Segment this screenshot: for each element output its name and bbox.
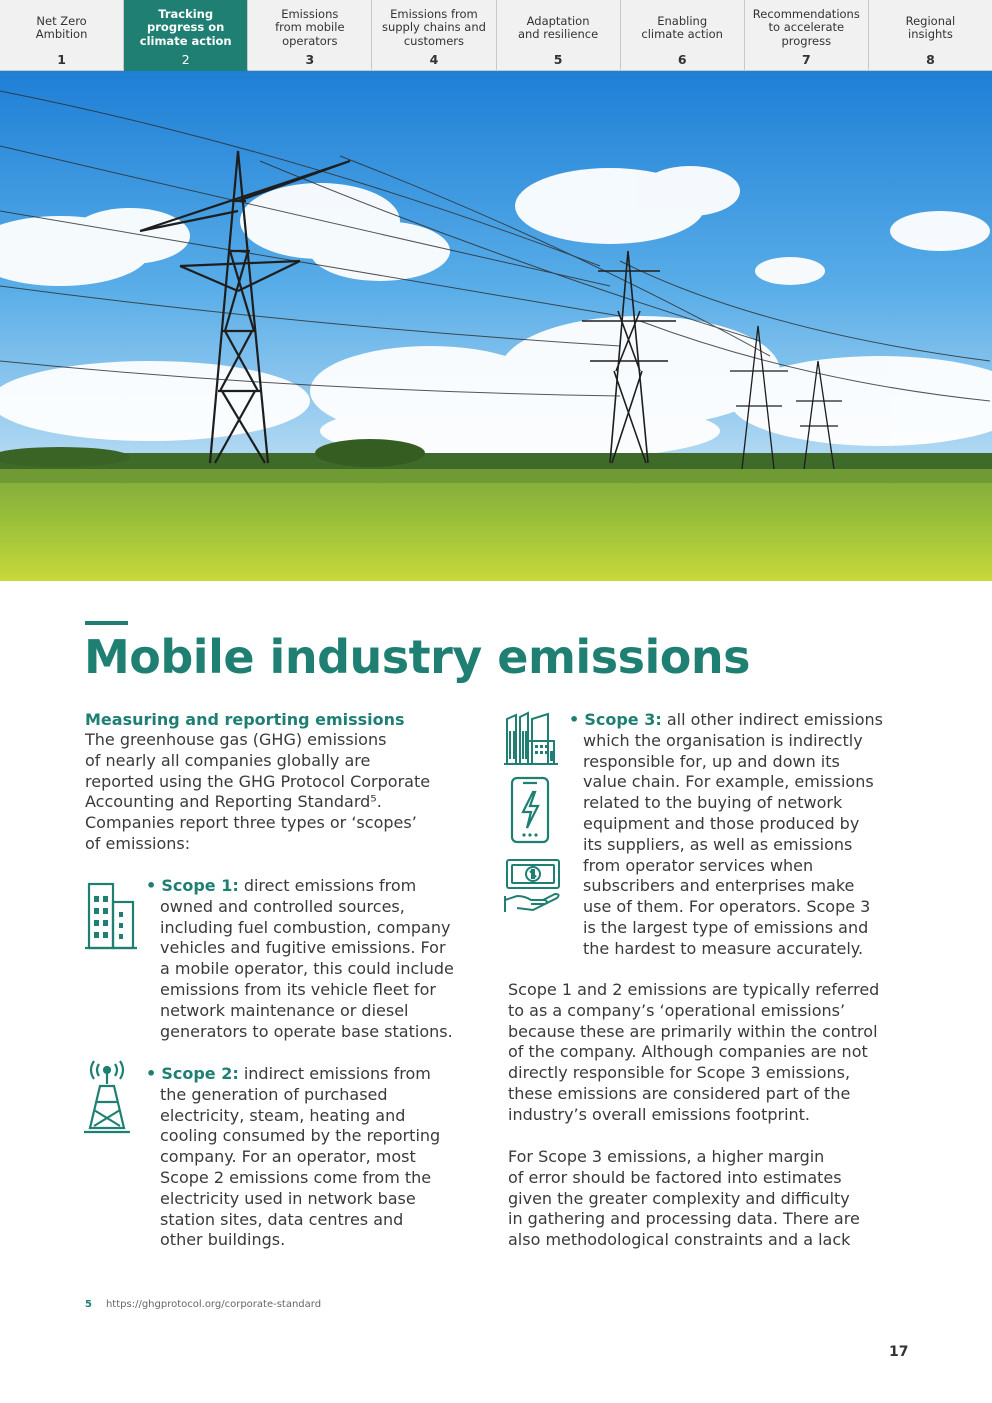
bullet: • xyxy=(146,876,157,895)
section-subheading: Measuring and reporting emissions xyxy=(85,710,405,729)
operational-emissions-paragraph: Scope 1 and 2 emissions are typically referred to as a company’s ‘operational emissions’ because these are primarily within the control of the company. Although companies are not directly responsible for Scope 3 emissions, these emissions are considered part of the industry’s overall emissions footprint. xyxy=(508,980,880,1124)
tab-regional-insights[interactable] xyxy=(869,0,992,71)
tab-label: Net Zero Ambition xyxy=(35,13,88,41)
scope-1-label: Scope 1: xyxy=(161,876,239,895)
tab-number: 4 xyxy=(429,52,439,67)
money-hand-icon xyxy=(503,856,563,914)
tab-adaptation-resilience[interactable] xyxy=(497,0,621,71)
scope-2-first-line: indirect emissions from xyxy=(238,1064,431,1083)
scope-3-margin-paragraph: For Scope 3 emissions, a higher margin of error should be factored into estimates given the greater complexity and difficulty in gathering and processing data. There are also methodological constraints and a lack xyxy=(508,1147,860,1250)
tab-label: Tracking progress on climate action xyxy=(139,6,232,48)
scope-1-item xyxy=(146,876,486,1042)
tab-label: Regional insights xyxy=(905,13,956,41)
tab-label: Emissions from mobile operators xyxy=(275,6,345,48)
hero-photo xyxy=(0,71,992,581)
bullet: • xyxy=(569,710,580,729)
office-buildings-icon xyxy=(85,878,137,950)
cell-tower-icon xyxy=(84,1060,130,1136)
page-title: Mobile industry emissions xyxy=(84,630,750,684)
tab-recommendations[interactable] xyxy=(745,0,869,71)
tab-net-zero-ambition[interactable] xyxy=(0,0,124,71)
scope-3-first-line: all other indirect emissions xyxy=(661,710,883,729)
scope-2-description: the generation of purchased electricity, steam, heating and cooling consumed by the reporting company. For an operator, most Scope 2 emissions come from the electricity used in network base station sites, data centres and other buildings. xyxy=(160,1084,441,1250)
section-nav xyxy=(0,0,992,71)
intro-paragraph: The greenhouse gas (GHG) emissions of nearly all companies globally are reported using the GHG Protocol Corporate Accounting and Reporting Standard⁵. Companies report three types or ‘scopes’ of emissions: xyxy=(85,730,431,853)
tab-number: 6 xyxy=(677,52,687,67)
tab-emissions-supply-chains[interactable] xyxy=(372,0,496,71)
tab-tracking-progress[interactable] xyxy=(124,0,248,71)
tab-number: 8 xyxy=(926,52,935,67)
footnote-number: 5 xyxy=(85,1299,92,1310)
footnote-link[interactable]: https://ghgprotocol.org/corporate-standard xyxy=(105,1299,322,1310)
scope-1-description: owned and controlled sources, including fuel combustion, company vehicles and fugitive emissions. For a mobile operator, this could include emissions from its vehicle fleet for network maintenance or diesel generators to operate base stations. xyxy=(160,896,454,1041)
footnote xyxy=(85,1299,321,1310)
scope-1-first-line: direct emissions from xyxy=(238,876,417,895)
scope-2-item xyxy=(146,1064,486,1251)
tab-number: 3 xyxy=(305,52,315,67)
tab-label: Recommendations to accelerate progress xyxy=(752,6,860,48)
phone-charging-icon xyxy=(509,776,551,844)
tab-label: Emissions from supply chains and customers xyxy=(381,6,486,48)
title-rule xyxy=(85,621,128,625)
tab-enabling-climate-action[interactable] xyxy=(621,0,745,71)
tab-number: 7 xyxy=(801,52,811,67)
tab-number: 5 xyxy=(553,52,563,67)
tab-emissions-mobile-operators[interactable] xyxy=(248,0,372,71)
tab-number: 2 xyxy=(181,52,190,67)
scope-3-item xyxy=(569,710,914,960)
scope-3-label: Scope 3: xyxy=(584,710,662,729)
tab-label: Adaptation and resilience xyxy=(517,13,599,41)
scope-2-label: Scope 2: xyxy=(161,1064,239,1083)
tab-label: Enabling climate action xyxy=(641,13,723,41)
factory-icon xyxy=(504,711,558,767)
bullet: • xyxy=(146,1064,157,1083)
page-number: 17 xyxy=(889,1344,909,1360)
tab-number: 1 xyxy=(57,52,66,67)
power-pylons-photo xyxy=(0,71,992,581)
scope-3-description: which the organisation is indirectly responsible for, up and down its value chain. For example, emissions related to the buying of network equipment and those produced by its suppliers, as well as emissions from operator services when subscribers and enterprises make use of them. For operators. Scope 3 is the largest type of emissions and the hardest to measure accurately. xyxy=(583,730,874,958)
